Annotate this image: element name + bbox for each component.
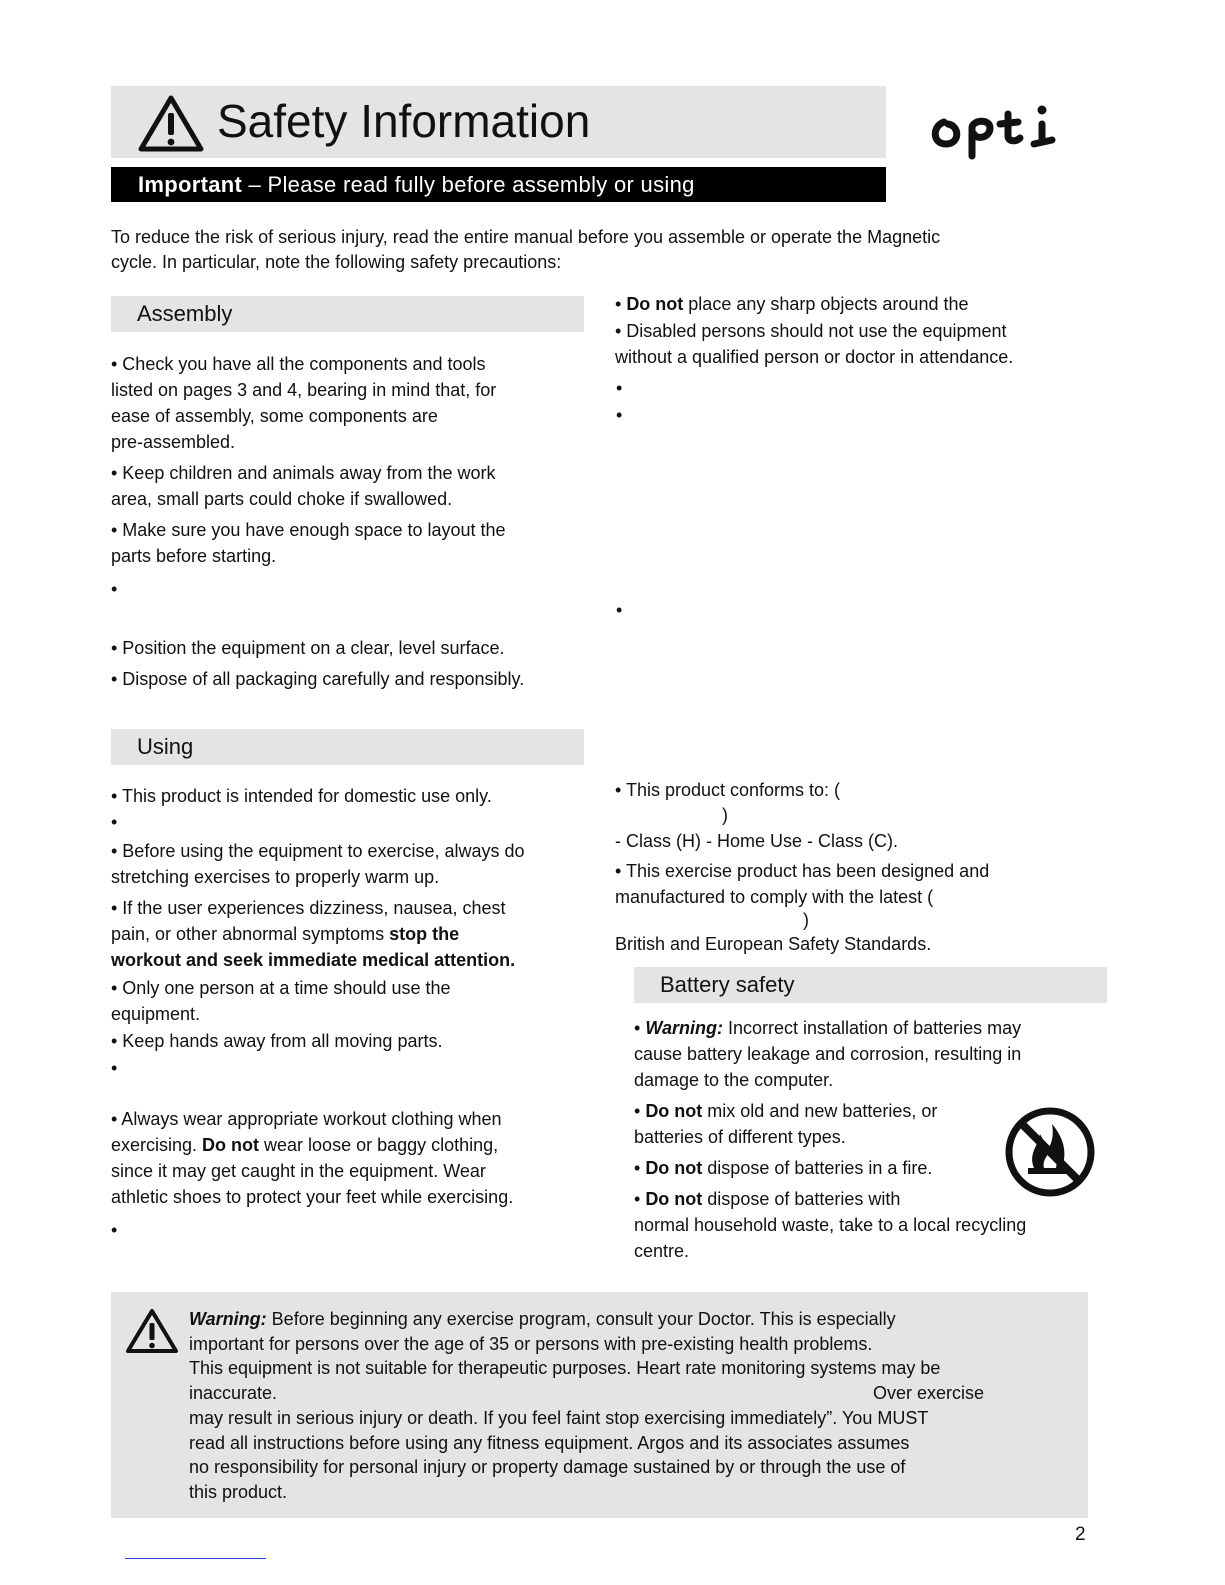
bold-italic-text: Warning: [189,1309,267,1329]
right-item-2 [615,318,1085,370]
empty-bullet: • [616,405,623,425]
text-line: • Do not dispose of batteries with [634,1189,901,1209]
conformity-line: manufactured to comply with the latest ( [615,887,934,907]
bold-text: stop the [389,924,460,944]
text-span: mix old and new batteries, or [702,1101,938,1121]
text-span: Before beginning any exercise program, consult your Doctor. This is especially [266,1309,896,1329]
assembly-item-1 [111,351,586,455]
conformity-line: - Class (H) - Home Use - Class (C). [615,831,899,851]
text-line: batteries of different types. [634,1127,846,1147]
text-line: important for persons over the age of 35 or persons with pre-existing health problems. [189,1333,873,1354]
text-line [189,1307,1069,1332]
text-line: parts before starting. [111,546,277,566]
important-label: Important [138,172,243,197]
battery-item-2 [634,1098,994,1150]
assembly-item-5: • Dispose of all packaging carefully and responsibly. [111,669,525,689]
text-line [189,1381,1069,1406]
important-text: – Please read fully before assembly or using [242,172,695,197]
battery-heading: Battery safety [634,967,1107,1003]
bold-italic-text: Warning: [645,1018,723,1038]
text-span: dispose of batteries with [702,1189,901,1209]
text-line: • Disabled persons should not use the equipment [615,321,1007,341]
text-line [111,1132,591,1158]
battery-item-3: • Do not dispose of batteries in a fire. [634,1158,933,1178]
intro-paragraph [111,225,1071,275]
bold-text: Do not [202,1135,260,1155]
assembly-item-4: • Position the equipment on a clear, level surface. [111,638,505,658]
bold-text: workout and seek immediate medical attention. [111,950,516,970]
text-line: • Always wear appropriate workout clothing when [111,1109,502,1129]
using-item-2 [111,838,591,890]
text-line: normal household waste, take to a local recycling [634,1215,1027,1235]
using-heading: Using [111,729,584,765]
text-line: athletic shoes to protect your feet while exercising. [111,1187,514,1207]
conformity-line: ) [722,805,728,825]
using-item-6 [111,1106,591,1210]
text-line: • Keep children and animals away from the work [111,463,496,483]
text-span: dispose of batteries in a fire. [702,1158,933,1178]
text-span: Over exercise [873,1383,985,1404]
text-line: stretching exercises to properly warm up. [111,867,440,887]
text-span: pain, or other abnormal symptoms [111,924,390,944]
text-line: • If the user experiences dizziness, nausea, chest [111,898,506,918]
text-line: cause battery leakage and corrosion, resulting in [634,1044,1022,1064]
text-line: equipment. [111,1004,201,1024]
empty-bullet: • [616,378,623,398]
important-banner [111,167,886,202]
text-line: read all instructions before using any fitness equipment. Argos and its associates assumes [189,1432,910,1453]
warning-text [189,1307,1069,1505]
battery-warning [634,1015,1094,1093]
text-line: without a qualified person or doctor in attendance. [615,347,1014,367]
using-item-4 [111,975,586,1027]
assembly-item-3 [111,517,586,569]
bold-text: Do not [645,1101,703,1121]
text-span: exercising. [111,1135,203,1155]
intro-line: cycle. In particular, note the following safety precautions: [111,252,562,272]
conformity-line: British and European Safety Standards. [615,934,932,954]
text-span: wear loose or baggy clothing, [259,1135,499,1155]
text-line: no responsibility for personal injury or property damage sustained by or through the use of [189,1457,906,1478]
empty-bullet: • [111,812,118,832]
page-number: 2 [1075,1524,1086,1545]
text-line: This equipment is not suitable for therapeutic purposes. Heart rate monitoring systems may be [189,1358,941,1379]
using-item-5: • Keep hands away from all moving parts. [111,1031,443,1051]
bold-text: Do not [626,294,684,314]
empty-bullet: • [616,600,623,620]
no-fire-icon [1004,1106,1096,1198]
text-line [111,947,591,973]
using-item-3 [111,895,591,973]
text-span: place any sharp objects around the [683,294,969,314]
using-item-1: • This product is intended for domestic use only. [111,786,492,806]
text-line: damage to the computer. [634,1070,834,1090]
conformity-line: ) [803,910,809,930]
empty-bullet: • [111,579,118,599]
conformity-line: • This product conforms to: ( [615,780,841,800]
text-line: may result in serious injury or death. If you feel faint stop exercising immediately”. You MUST [189,1407,929,1428]
text-line: pre-assembled. [111,432,236,452]
text-line: listed on pages 3 and 4, bearing in mind that, for [111,380,497,400]
text-span: Incorrect installation of batteries may [722,1018,1022,1038]
text-line: • Warning: Incorrect installation of batteries may [634,1018,1022,1038]
assembly-item-2 [111,460,586,512]
text-line: area, small parts could choke if swallowed. [111,489,453,509]
text-line: ease of assembly, some components are [111,406,438,426]
text-line: • Do not mix old and new batteries, or [634,1101,938,1121]
bold-text: Do not [645,1189,703,1209]
page-title: Safety Information [217,95,591,147]
intro-line: To reduce the risk of serious injury, read the entire manual before you assemble or operate the Magnetic [111,227,941,247]
right-item-1: • Do not place any sharp objects around the [615,294,969,314]
empty-bullet: • [111,1220,118,1240]
empty-bullet: • [111,1058,118,1078]
opti-logo [930,100,1066,162]
assembly-heading: Assembly [111,296,584,332]
text-line: since it may get caught in the equipment. Wear [111,1161,486,1181]
text-line: this product. [189,1481,288,1502]
text-line: • Only one person at a time should use the [111,978,451,998]
text-line: • Make sure you have enough space to layout the [111,520,506,540]
warning-triangle-icon [125,1307,179,1355]
footer-link-underline [125,1558,266,1559]
text-line: • Before using the equipment to exercise, always do [111,841,525,861]
text-line: • Check you have all the components and tools [111,354,486,374]
text-line: centre. [634,1241,690,1261]
warning-triangle-icon [137,93,205,153]
text-line [111,921,591,947]
conformity-line: • This exercise product has been designed and [615,861,990,881]
text-span: inaccurate. [189,1383,278,1404]
bold-text: Do not [645,1158,703,1178]
